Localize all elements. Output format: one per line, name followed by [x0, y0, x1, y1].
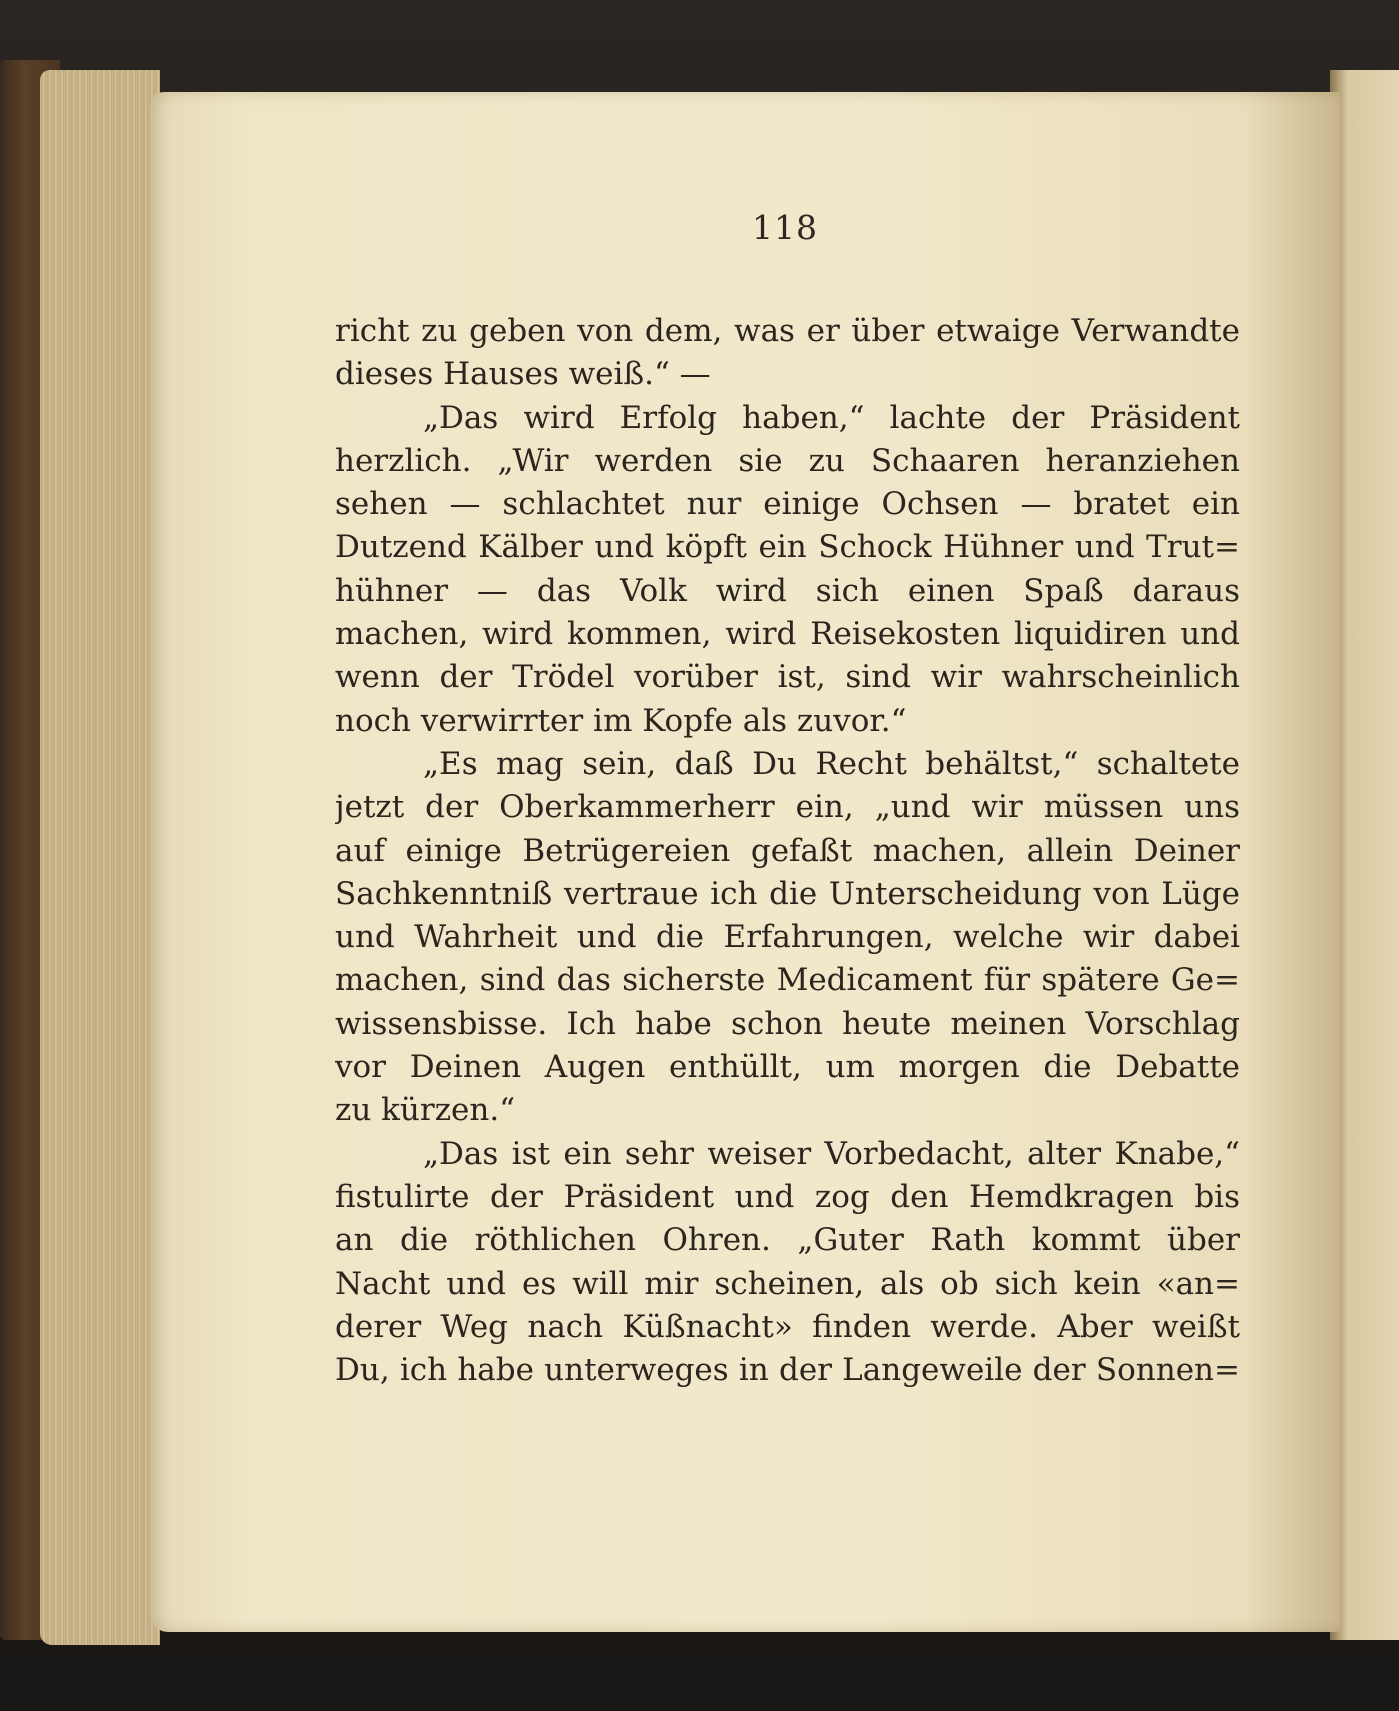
text-line: Dutzend Kälber und köpft ein Schock Hühner und Trut=	[335, 529, 1240, 566]
text-line: auf einige Betrügereien gefaßt machen, allein Deiner	[335, 832, 1240, 869]
body-text	[335, 310, 1240, 1392]
text-line: noch verwirrter im Kopfe als zuvor.“	[335, 702, 907, 739]
text-line: machen, wird kommen, wird Reisekosten liquidiren und	[335, 616, 1240, 653]
text-line: wissensbisse. Ich habe schon heute meinen Vorschlag	[335, 1005, 1240, 1042]
text-line: Sachkenntniß vertraue ich die Unterscheidung von Lüge	[335, 875, 1240, 912]
text-line: herzlich. „Wir werden sie zu Schaaren heranziehen	[335, 442, 1240, 479]
text-line: sehen — schlachtet nur einige Ochsen — bratet ein	[335, 486, 1240, 523]
text-line: Nacht und es will mir scheinen, als ob sich kein «an=	[335, 1265, 1240, 1302]
text-line: „Das ist ein sehr weiser Vorbedacht, alter Knabe,“	[423, 1135, 1240, 1172]
text-line: derer Weg nach Küßnacht» finden werde. Aber weißt	[335, 1308, 1240, 1345]
text-line: hühner — das Volk wird sich einen Spaß daraus	[335, 572, 1240, 609]
facing-page-edge	[1330, 70, 1399, 1640]
text-line: fistulirte der Präsident und zog den Hemdkragen bis	[335, 1178, 1240, 1215]
text-line: vor Deinen Augen enthüllt, um morgen die Debatte	[335, 1049, 1240, 1086]
text-line: richt zu geben von dem, was er über etwaige Verwandte	[335, 313, 1240, 349]
text-line: wenn der Trödel vorüber ist, sind wir wahrscheinlich	[335, 659, 1240, 696]
page-edges	[40, 70, 160, 1645]
text-line: „Das wird Erfolg haben,“ lachte der Präsident	[423, 399, 1240, 436]
text-line: zu kürzen.“	[335, 1092, 516, 1129]
text-line: Du, ich habe unterweges in der Langeweile der Sonnen=	[335, 1352, 1240, 1389]
text-line: und Wahrheit und die Erfahrungen, welche wir dabei	[335, 919, 1240, 956]
text-line: an die röthlichen Ohren. „Guter Rath kommt über	[335, 1222, 1240, 1259]
text-line: jetzt der Oberkammerherr ein, „und wir müssen uns	[335, 789, 1240, 826]
text-line: dieses Hauses weiß.“ —	[335, 356, 711, 393]
page-number: 118	[752, 208, 818, 247]
text-line: machen, sind das sicherste Medicament für spätere Ge=	[335, 962, 1240, 999]
text-line: „Es mag sein, daß Du Recht behältst,“ schaltete	[423, 745, 1240, 782]
